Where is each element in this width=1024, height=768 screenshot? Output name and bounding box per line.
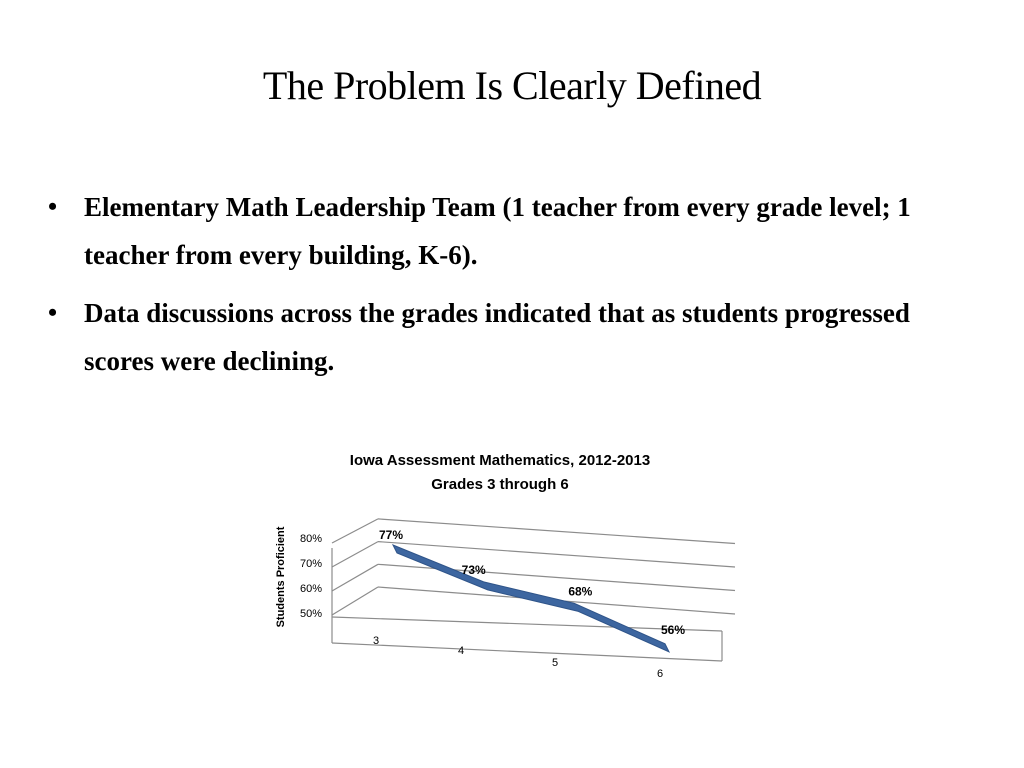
data-label: 56% [661, 622, 686, 637]
slide-title: The Problem Is Clearly Defined [262, 63, 762, 108]
x-tick-label: 5 [551, 657, 559, 669]
x-tick-label: 3 [372, 635, 380, 647]
gridline [378, 519, 735, 544]
bullet-dot-icon: • [48, 298, 58, 327]
data-label: 68% [568, 584, 593, 599]
chart [260, 440, 760, 690]
series-line [393, 545, 669, 652]
gridline-side [332, 587, 378, 615]
bullet-dot-icon: • [48, 192, 58, 221]
bullet-item [48, 183, 928, 279]
y-tick-label: 80% [299, 533, 322, 545]
bullet-text: Data discussions across the grades indicated that as students progressed scores were declining. [84, 298, 910, 376]
gridline [378, 564, 735, 590]
y-tick-label: 60% [299, 583, 322, 595]
bullet-text: Elementary Math Leadership Team (1 teacher from every grade level; 1 teacher from every building, K-6). [84, 192, 911, 270]
gridline-side [332, 542, 378, 567]
chart-subtitle: Grades 3 through 6 [431, 476, 569, 493]
data-label: 77% [379, 528, 404, 542]
bullet-item [48, 289, 928, 385]
y-tick-label: 50% [299, 608, 322, 620]
y-axis-title: Students Proficient [275, 526, 287, 628]
x-tick-label: 4 [457, 645, 465, 657]
gridline-side [332, 519, 378, 543]
x-tick-label: 6 [656, 668, 664, 680]
chart-title: Iowa Assessment Mathematics, 2012-2013 [349, 452, 651, 469]
y-tick-label: 70% [299, 558, 322, 570]
bullet-list [48, 183, 928, 395]
chart-plot [260, 440, 760, 690]
gridline-side [332, 564, 378, 591]
data-label: 73% [461, 562, 486, 577]
